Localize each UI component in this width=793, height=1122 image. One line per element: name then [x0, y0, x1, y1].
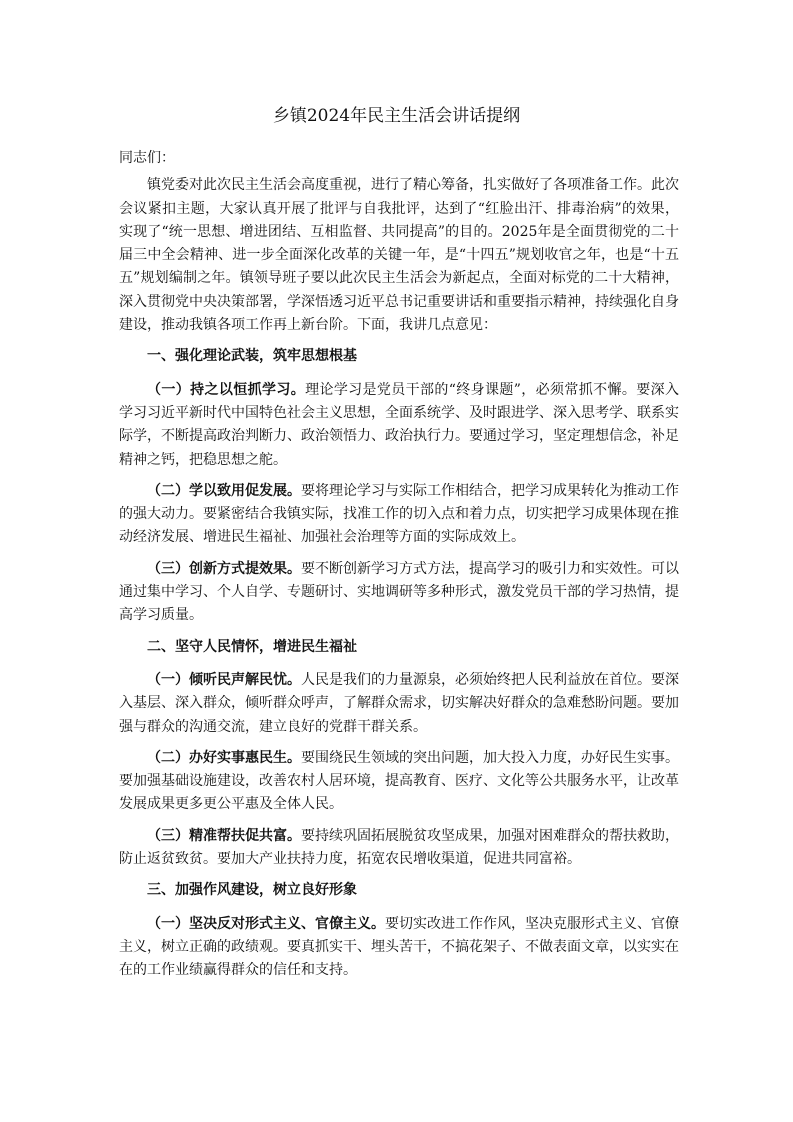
item-text: 要将理论学习与实际工作相结合，把学习成果转化为推动工作的强大动力。要紧密结合我镇实际，找准工作的切入点和着力点，切实把学习成果体现在推动经济发展、增进民生福祉、加强社会治理等方面的实际成效上。	[119, 482, 679, 546]
item-text: 人民是我们的力量源泉，必须始终把人民利益放在首位。要深入基层、深入群众，倾听群众呼声，了解群众需求，切实解决好群众的急难愁盼问题。要加强与群众的沟通交流，建立良好的党群干群关系。	[119, 671, 679, 735]
section-item	[119, 913, 679, 983]
item-text: 要持续巩固拓展脱贫攻坚成果，加强对困难群众的帮扶救助，防止返贫致贫。要加大产业扶持力度，拓宽农民增收渠道，促进共同富裕。	[119, 827, 679, 868]
section-item	[119, 825, 679, 872]
item-text: 要切实改进工作作风，坚决克服形式主义、官僚主义，树立正确的政绩观。要真抓实干、埋头苦干，不搞花架子、不做表面文章，以实实在在的工作业绩赢得群众的信任和支持。	[119, 915, 679, 979]
section-heading: 三、加强作风建设，树立良好形象	[147, 882, 357, 899]
item-text: 理论学习是党员干部的“终身课题”，必须常抓不懈。要深入学习习近平新时代中国特色社会主义思想，全面系统学、及时跟进学、深入思考学、联系实际学，不断提高政治判断力、政治领悟力、政治执行力。要通过学习，坚定理想信念，补足精神之钙，把稳思想之舵。	[119, 381, 679, 468]
section-heading: 二、坚守人民情怀，增进民生福祉	[147, 638, 357, 655]
item-title: （二）办好实事惠民生。	[147, 749, 301, 766]
item-title: （一）倾听民声解民忧。	[147, 671, 301, 688]
item-text: 要不断创新学习方式方法，提高学习的吸引力和实效性。可以通过集中学习、个人自学、专题研讨、实地调研等多种形式，激发党员干部的学习热情，提高学习质量。	[119, 560, 679, 624]
item-title: （一）持之以恒抓学习。	[147, 381, 306, 398]
item-title: （三）创新方式提效果。	[147, 560, 301, 577]
section-item	[119, 747, 679, 817]
item-title: （一）坚决反对形式主义、官僚主义。	[147, 915, 385, 932]
section-item	[119, 558, 679, 628]
item-title: （三）精准帮扶促共富。	[147, 827, 301, 844]
salutation: 同志们：	[119, 150, 175, 166]
section-item	[119, 669, 679, 739]
item-text: 要围绕民生领域的突出问题，加大投入力度，办好民生实事。要加强基础设施建设，改善农村人居环境，提高教育、医疗、文化等公共服务水平，让改革发展成果更多更公平惠及全体人民。	[119, 749, 679, 813]
item-title: （二）学以致用促发展。	[147, 482, 301, 499]
section-item	[119, 379, 679, 472]
section-heading: 一、强化理论武装，筑牢思想根基	[147, 348, 357, 365]
section-item	[119, 480, 679, 550]
document-title: 乡镇2024年民主生活会讲话提纲	[272, 106, 521, 126]
document-body	[119, 147, 679, 991]
intro-paragraph: 镇党委对此次民主生活会高度重视，进行了精心筹备，扎实做好了各项准备工作。此次会议紧扣主题，大家认真开展了批评与自我批评，达到了“红脸出汗、排毒治病”的效果，实现了“统一思想、增进团结、互相监督、共同提高”的目的。2025年是全面贯彻党的二十届三中全会精神、进一步全面深化改革的关键一年，是“十四五”规划收官之年，也是“十五五”规划编制之年。镇领导班子要以此次民主生活会为新起点，全面对标党的二十大精神，深入贯彻党中央决策部署，学深悟透习近平总书记重要讲话和重要指示精神，持续强化自身建设，推动我镇各项工作再上新台阶。下面，我讲几点意见：	[119, 177, 679, 334]
